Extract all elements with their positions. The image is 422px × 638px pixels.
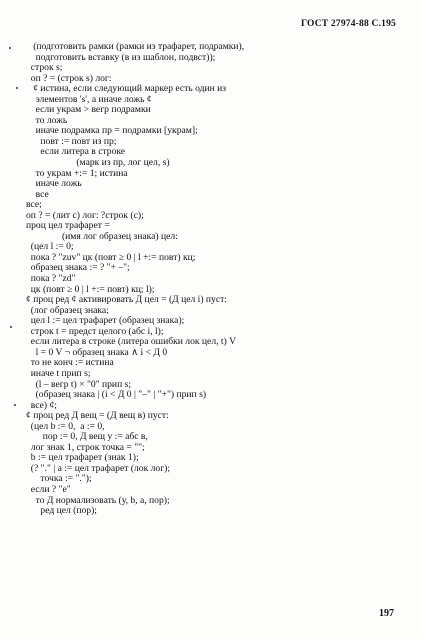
code-line: (марк из пр, лог цел, s) [26, 158, 170, 169]
code-line: ред цел (пор); [26, 506, 97, 517]
scan-speck [14, 404, 16, 406]
code-line: проц цел трафарет = [26, 221, 110, 232]
code-line: повт := повт из пр; [26, 136, 117, 147]
page-number: 197 [379, 608, 394, 619]
code-line: (лог образец знака; [26, 305, 109, 316]
code-line: строк s; [26, 63, 63, 74]
code-line: (подготовить рамки (рамки из трафарет, подрамки), [26, 42, 245, 52]
code-line: (? "." | а := цел трафарет (лок лог); [26, 463, 171, 474]
code-line: иначе подрамка пр = подрамки [украм]; [26, 126, 198, 137]
code-line: (l – вегр t) × "0" прип s; [26, 379, 132, 390]
code-line: если ? "е" [26, 484, 71, 495]
code-line: ¢ истина, если следующий маркер есть один из [26, 84, 227, 95]
code-line: то ложь [26, 115, 68, 126]
code-line: то Д нормализовать (у, b, а, пор); [26, 495, 170, 506]
code-line: иначе ложь [26, 179, 82, 190]
code-line: то украм +:= 1; истина [26, 168, 128, 179]
code-line: все [26, 189, 49, 200]
code-line: l = 0 V ¬ образец знака ∧ i < Д 0 [26, 347, 168, 358]
code-line: лог знак 1, строк точка = ""; [26, 442, 145, 453]
code-line: все) ¢; [26, 400, 57, 411]
code-line: пока ? "zuv" цк (повт ≥ 0 | l +:= повт) кц; [26, 252, 196, 263]
code-line: b := цел трафарет (знак 1); [26, 453, 139, 464]
code-line: (имя лог образец знака) цел: [26, 231, 178, 242]
code-listing [26, 42, 406, 517]
code-line: если литера в строке (литера ошибки лок цел, t) V [26, 337, 237, 348]
code-line: если литера в строке [26, 147, 126, 158]
code-line: подготовить вставку (в из шаблон, подвст)); [26, 52, 216, 63]
code-line: оп ? = (строк s) лог: [26, 73, 112, 84]
code-line: точка := "."); [26, 474, 92, 485]
code-line: оп ? = (лит с) лог: ?строк (с); [26, 210, 144, 221]
code-line: иначе t прип s; [26, 368, 91, 379]
code-line: (цел b := 0, а := 0, [26, 421, 105, 432]
code-line: все; [26, 200, 42, 211]
code-line: строк t = предст целого (абс i, l); [26, 326, 164, 337]
code-line: если украм > вегр подрамки [26, 105, 151, 116]
page-header: ГОСТ 27974-88 С.195 [301, 19, 396, 29]
code-line: цел l := цел трафарет (образец знака); [26, 316, 185, 327]
code-line: ¢ проц ред ¢ активировать Д цел = (Д цел i) пуст: [26, 295, 227, 306]
code-line: (образец знака | (i < Д 0 | "–" | "+") прип s) [26, 390, 207, 401]
code-line: ¢ проц ред Д вещ = (Д вещ в) пуст: [26, 411, 169, 422]
scan-speck [9, 47, 11, 49]
code-line: пока ? "zd" [26, 274, 76, 285]
scan-speck [16, 87, 18, 89]
scan-speck [10, 326, 12, 328]
code-line: образец знака := ? "+ –"; [26, 263, 130, 274]
code-line: элементов 's', а иначе ложь ¢ [26, 94, 152, 105]
code-line: цк (повт ≥ 0 | l +:= повт) кц; l); [26, 284, 155, 295]
code-line: пор := 0, Д вещ у := абс в, [26, 432, 148, 443]
code-line: (цел l := 0; [26, 242, 74, 253]
code-line: то не конч := истина [26, 358, 114, 369]
